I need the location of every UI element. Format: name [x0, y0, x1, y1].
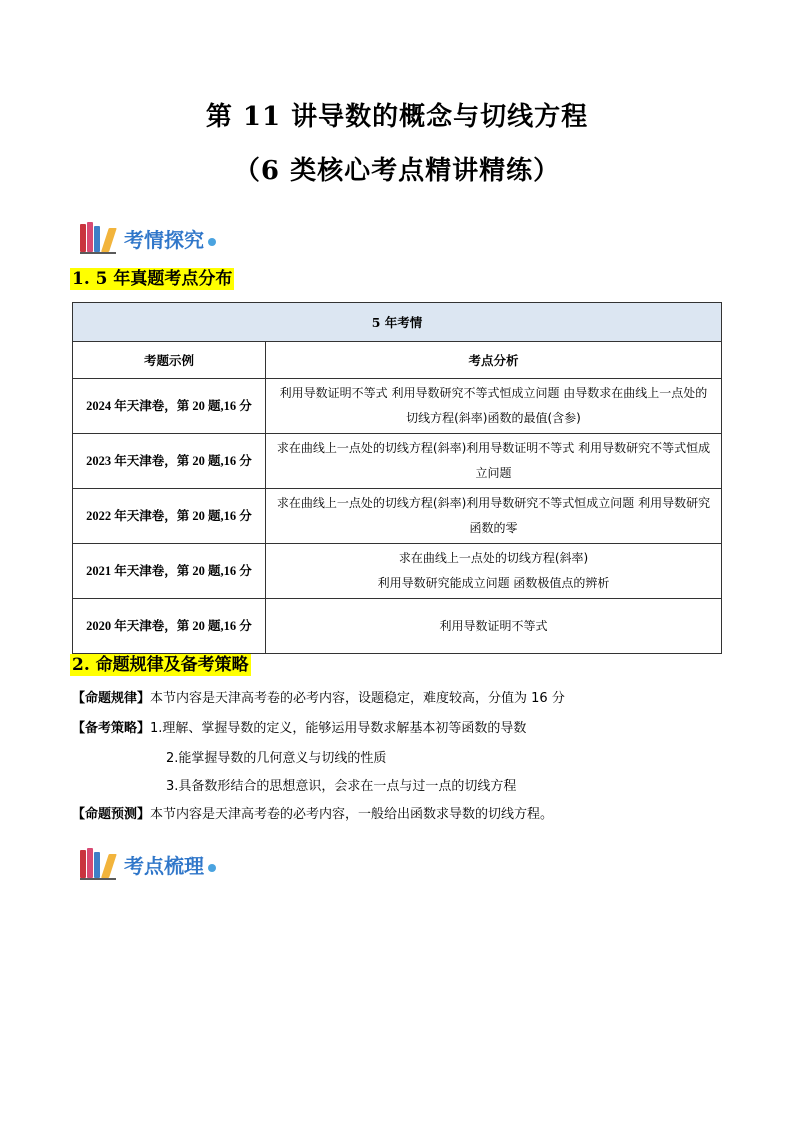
example-cell: 2023 年天津卷，第 20 题,16 分: [73, 434, 266, 489]
page-title: 第 11 讲导数的概念与切线方程: [205, 102, 589, 132]
table-row: [73, 544, 722, 599]
prediction-label: 【命题预测】: [72, 807, 151, 822]
column-header-example: 考题示例: [73, 342, 266, 379]
books-icon: [80, 222, 120, 254]
rule-text: 本节内容是天津高考卷的必考内容，设题稳定，难度较高，分值为 16 分: [150, 691, 565, 706]
banner-label: 考情探究: [124, 227, 204, 252]
prediction-paragraph: [72, 806, 553, 824]
table-caption: 5 年考情: [73, 303, 722, 342]
section-banner-exam-analysis: [80, 220, 216, 256]
example-cell: 2022 年天津卷，第 20 题,16 分: [73, 489, 266, 544]
strategy-item: 1.理解、掌握导数的定义，能够运用导数求解基本初等函数的导数: [150, 721, 527, 736]
table-row: [73, 599, 722, 654]
table-row: [73, 434, 722, 489]
table-row: [73, 489, 722, 544]
analysis-cell: 求在曲线上一点处的切线方程(斜率) 利用导数研究能成立问题 函数极值点的辨析: [266, 544, 722, 599]
analysis-cell: 利用导数证明不等式: [266, 599, 722, 654]
column-header-analysis: 考点分析: [266, 342, 722, 379]
dot-icon: [208, 238, 216, 246]
strategy-item: 3.具备数形结合的思想意识，会求在一点与过一点的切线方程: [166, 779, 517, 794]
section-heading-distribution: 1. 5 年真题考点分布: [72, 269, 233, 289]
analysis-cell: 利用导数证明不等式 利用导数研究不等式恒成立问题 由导数求在曲线上一点处的切线方程(斜率)函数的最值(含参): [266, 379, 722, 434]
books-icon: [80, 848, 120, 880]
rule-label: 【命题规律】: [72, 691, 151, 706]
section-heading-strategy: 2. 命题规律及备考策略: [72, 655, 249, 675]
strategy-label: 【备考策略】: [72, 721, 151, 736]
exam-distribution-table: [72, 302, 722, 654]
example-cell: 2024 年天津卷，第 20 题,16 分: [73, 379, 266, 434]
example-cell: 2020 年天津卷，第 20 题,16 分: [73, 599, 266, 654]
strategy-item: 2.能掌握导数的几何意义与切线的性质: [166, 751, 387, 766]
banner-label: 考点梳理: [124, 853, 204, 878]
example-cell: 2021 年天津卷，第 20 题,16 分: [73, 544, 266, 599]
dot-icon: [208, 864, 216, 872]
page-subtitle: （6 类核心考点精讲精练）: [233, 156, 561, 186]
rule-paragraph: [72, 690, 565, 708]
prediction-text: 本节内容是天津高考卷的必考内容，一般给出函数求导数的切线方程。: [150, 807, 554, 822]
strategy-paragraph: [72, 720, 526, 738]
table-row: [73, 379, 722, 434]
analysis-cell: 求在曲线上一点处的切线方程(斜率)利用导数证明不等式 利用导数研究不等式恒成立问题: [266, 434, 722, 489]
section-banner-key-points: [80, 846, 216, 882]
analysis-cell: 求在曲线上一点处的切线方程(斜率)利用导数研究不等式恒成立问题 利用导数研究函数的零: [266, 489, 722, 544]
